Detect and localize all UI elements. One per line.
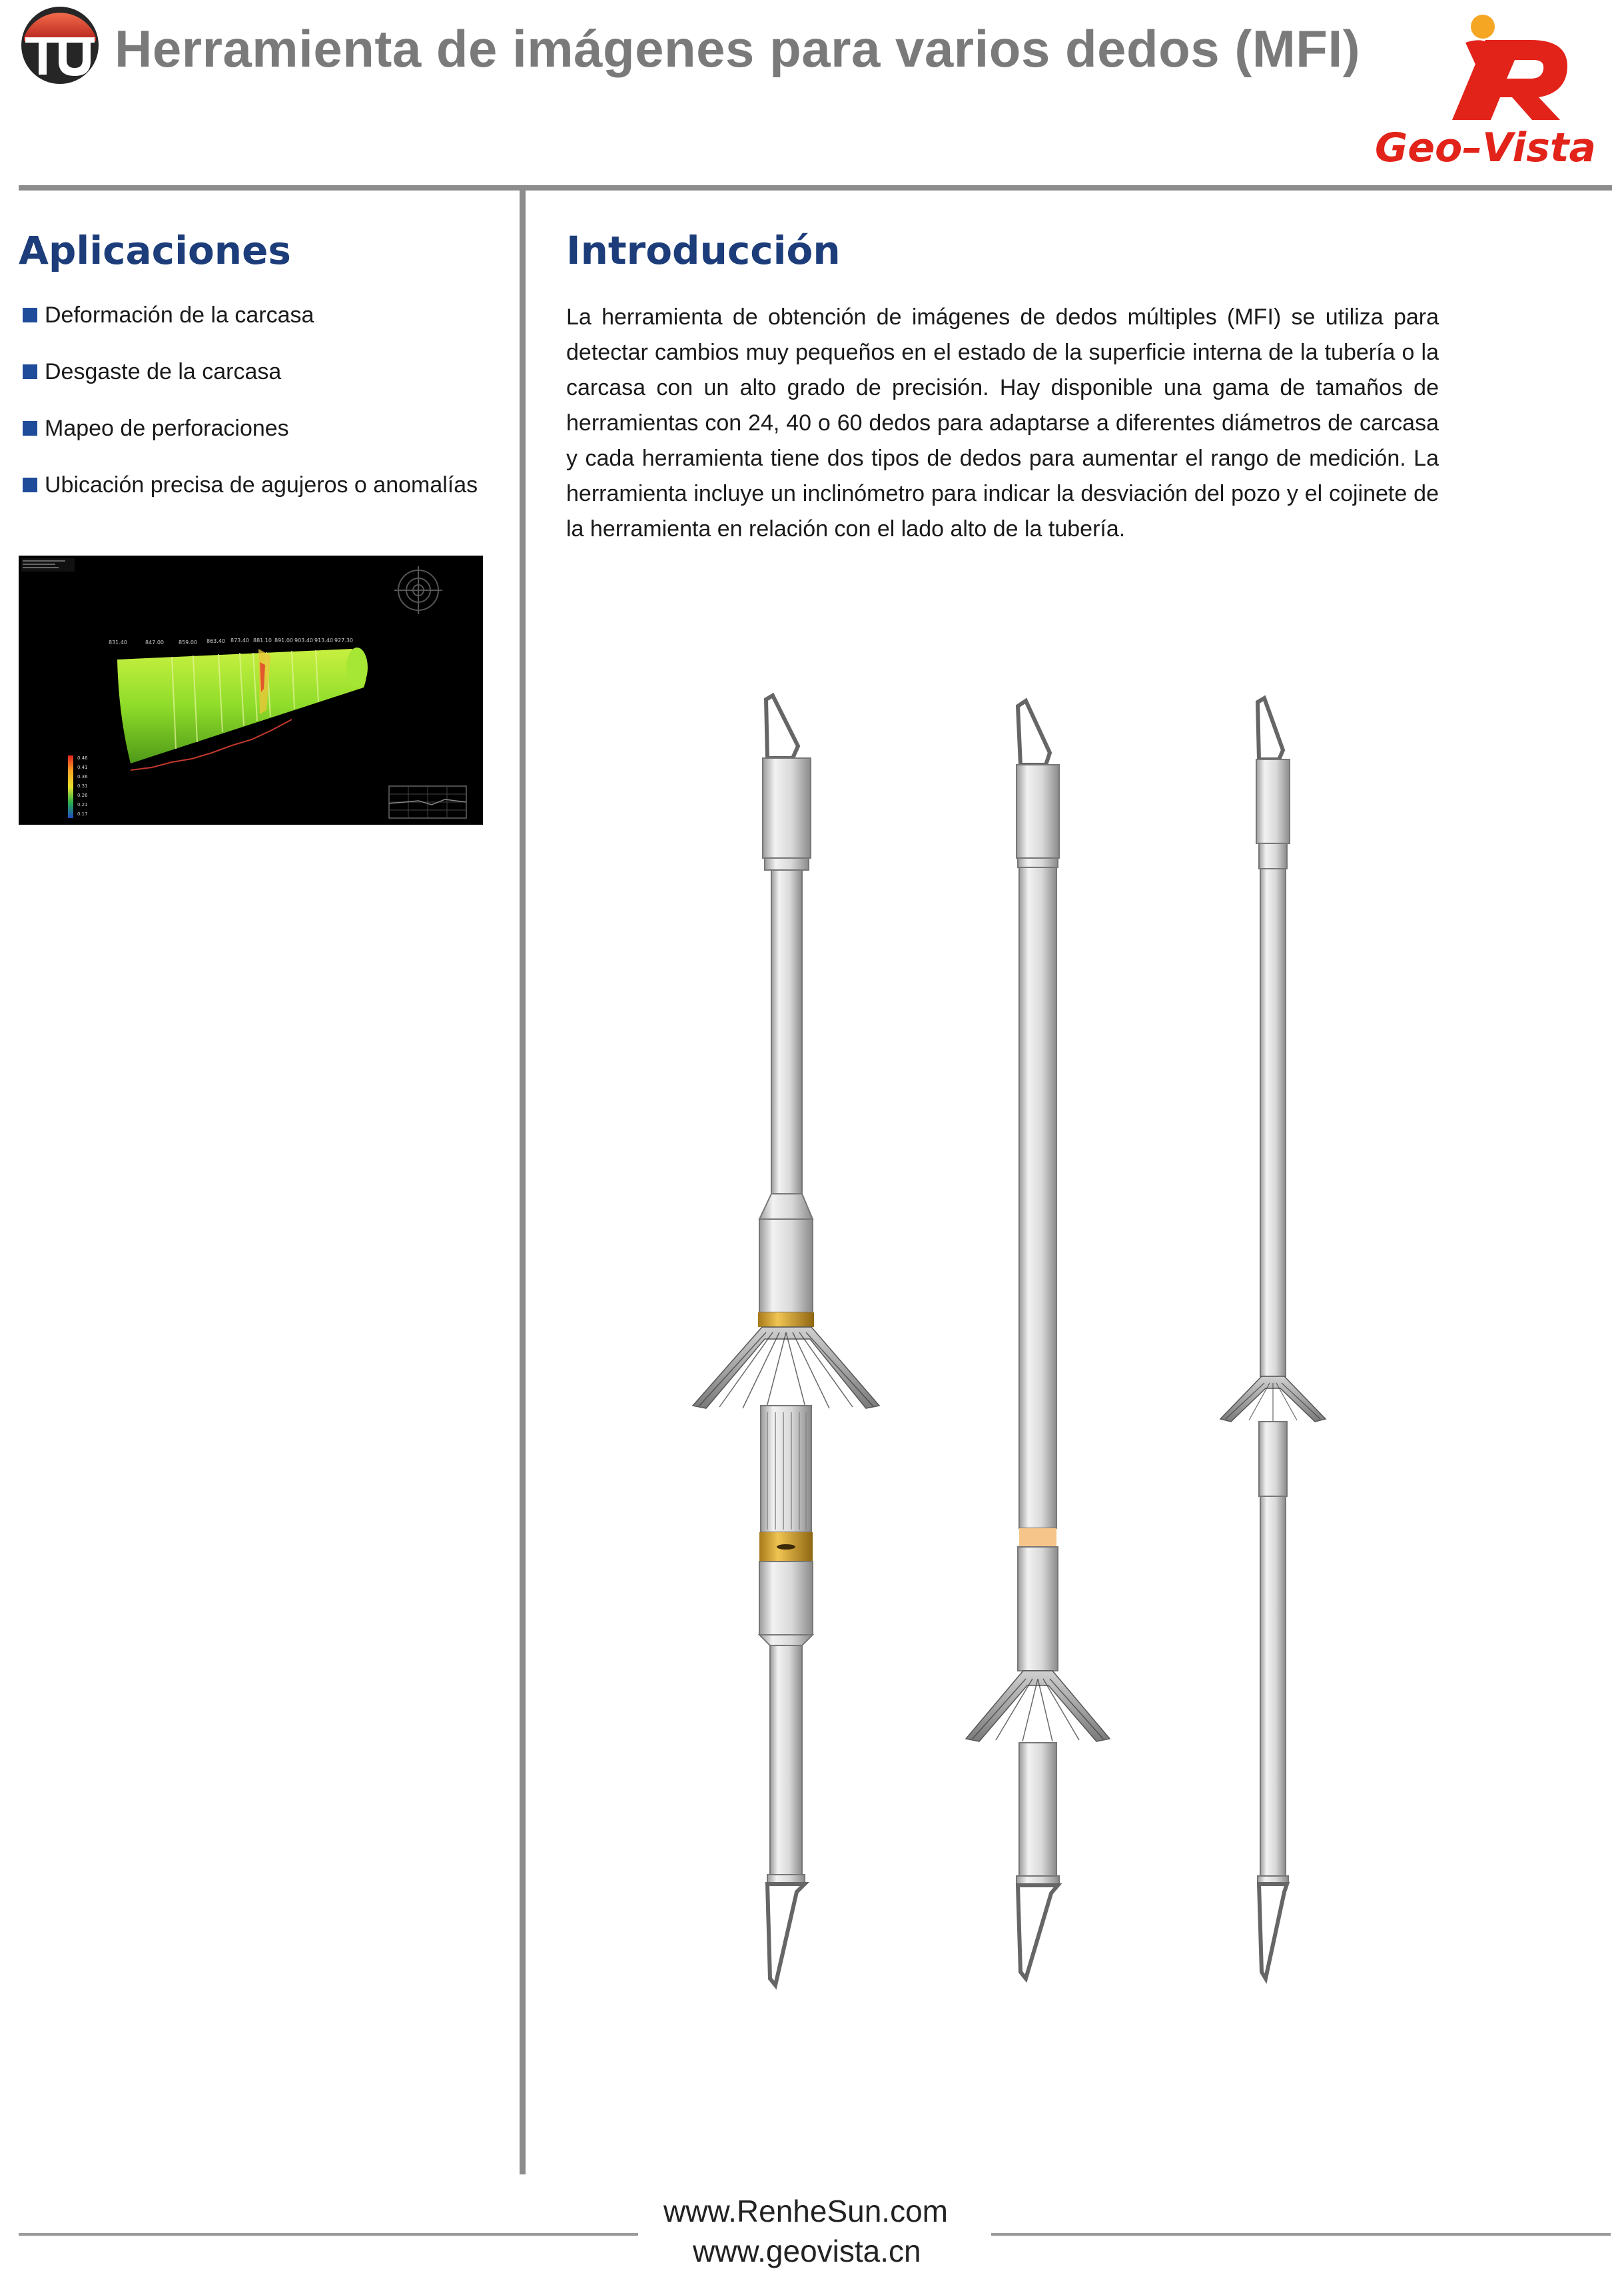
introduction-heading: Introducción: [566, 228, 841, 273]
scale-label: 0.41: [77, 765, 88, 770]
applications-list: [19, 301, 485, 528]
depth-label: 881.10: [253, 638, 272, 644]
depth-label: 927.30: [334, 638, 353, 644]
column-divider: [520, 191, 526, 2174]
page-title: Herramienta de imágenes para varios dedos (MFI): [115, 19, 1361, 78]
casing-3d-image: [19, 556, 483, 825]
bullet-square-icon: [23, 421, 37, 436]
depth-label: 913.40: [314, 638, 333, 644]
bullet-square-icon: [23, 308, 37, 322]
geo-vista-logo-text: Geo–Vista: [1375, 125, 1596, 171]
depth-label: 859.00: [179, 640, 197, 646]
mfi-tool-40-finger: [966, 701, 1110, 1979]
scale-label: 0.31: [77, 783, 88, 789]
bullet-square-icon: [23, 478, 37, 492]
list-item: Mapeo de perforaciones: [19, 414, 485, 442]
company-logo-icon: [19, 3, 102, 86]
mfi-tools-illustration: [653, 686, 1346, 2005]
list-item: Deformación de la carcasa: [19, 301, 485, 329]
bullet-square-icon: [23, 364, 37, 379]
depth-label: 831.40: [109, 640, 127, 646]
mfi-tool-60-finger: [693, 695, 879, 1985]
scale-label: 0.21: [77, 802, 88, 807]
depth-label: 847.00: [145, 640, 164, 646]
list-item: Desgaste de la carcasa: [19, 358, 485, 386]
list-item: Ubicación precisa de agujeros o anomalías: [19, 471, 485, 499]
depth-label: 863.40: [206, 638, 225, 644]
scale-label: 0.36: [77, 774, 88, 779]
depth-label: 903.40: [294, 638, 313, 644]
applications-heading: Aplicaciones: [19, 228, 291, 273]
footer-divider-left: [19, 2233, 638, 2236]
scale-label: 0.17: [77, 811, 88, 817]
introduction-paragraph: La herramienta de obtención de imágenes de dedos múltiples (MFI) se utiliza para detectar cambios muy pequeños en el estado de la superficie interna de la tubería o la carcasa con un alto grado de precisión. Hay disponible una gama de tamaños de herramientas con 24, 40 o 60 dedos para adaptarse a diferentes diámetros de carcasa y cada herramienta tiene dos tipos de dedos para aumentar el rango de medición. La herramienta incluye un inclinómetro para indicar la desviación del pozo y el cojinete de la herramienta en relación con el lado alto de la tubería.: [566, 304, 1439, 542]
footer-link-renhesun[interactable]: www.RenheSun.com: [663, 2194, 948, 2228]
depth-label: 873.40: [230, 638, 249, 644]
scale-label: 0.46: [77, 755, 88, 761]
footer-link-geovista[interactable]: www.geovista.cn: [693, 2234, 921, 2268]
footer-divider-right: [991, 2233, 1611, 2236]
header-divider: [19, 185, 1612, 191]
depth-label: 891.00: [274, 638, 293, 644]
mfi-tool-24-finger: [1220, 698, 1326, 1979]
geo-vista-logo: [1352, 0, 1619, 173]
scale-label: 0.26: [77, 793, 88, 798]
